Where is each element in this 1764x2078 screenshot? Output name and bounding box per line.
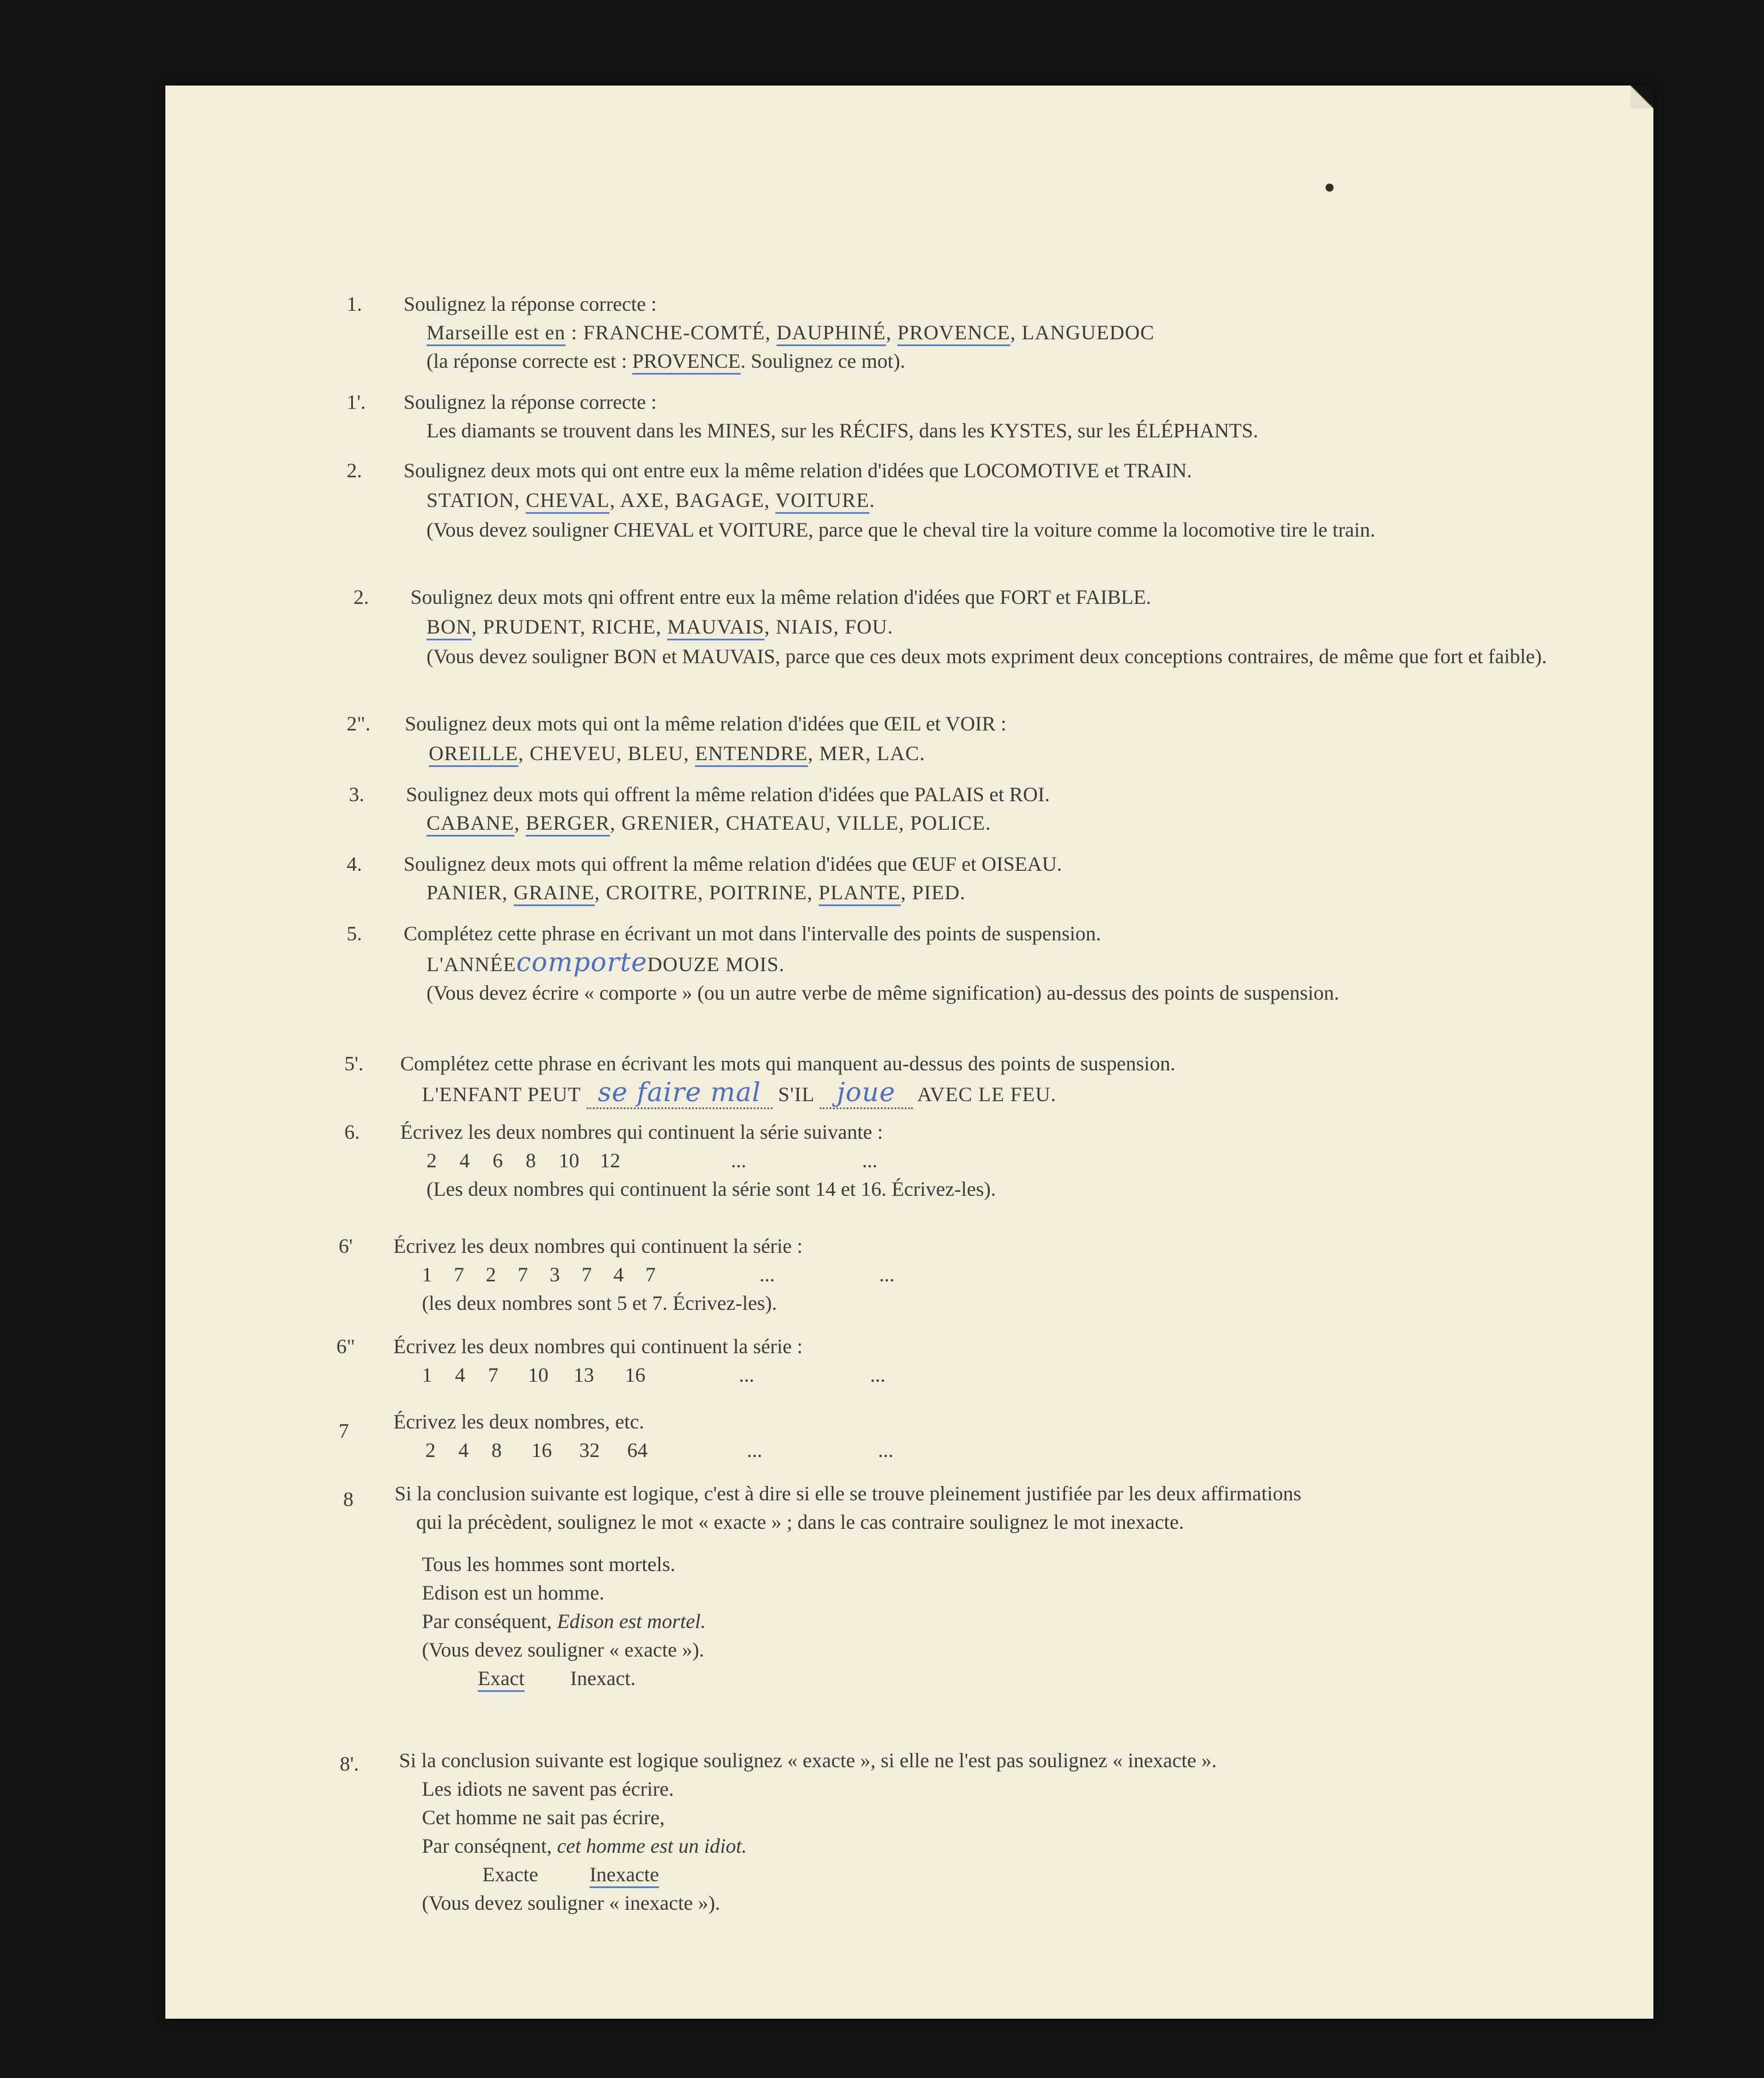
series-term: 8: [491, 1439, 502, 1462]
series-blank: ...: [878, 1439, 893, 1462]
question-number: 1.: [347, 293, 362, 315]
question-choices: OREILLE, CHEVEU, BLEU, ENTENDRE, MER, LAC.: [429, 739, 925, 768]
question-choices: BON, PRUDENT, RICHE, MAUVAIS, NIAIS, FOU.: [426, 612, 893, 641]
series-term: 7: [488, 1363, 498, 1386]
series-term: 13: [574, 1363, 594, 1386]
series-term: 7: [454, 1263, 464, 1286]
option-inexact: Inexact.: [570, 1667, 636, 1690]
question-choices: PANIER, GRAINE, CROITRE, POITRINE, PLANTE, PIED.: [426, 878, 966, 907]
question-instruction: Écrivez les deux nombres qui continuent la série suivante :: [400, 1121, 883, 1143]
question-note: (la réponse correcte est : PROVENCE. Soulignez ce mot).: [426, 347, 905, 375]
question-number: 6': [339, 1235, 353, 1257]
series-blank: ...: [747, 1439, 762, 1462]
series-term: 32: [579, 1439, 600, 1462]
series-term: 2: [425, 1439, 436, 1462]
question-instruction: Soulignez la réponse correcte :: [404, 391, 657, 413]
question-choices: Les diamants se trouvent dans les MINES, sur les RÉCIFS, dans les KYSTES, sur les ÉLÉPHANTS.: [426, 419, 1258, 442]
number-series: [422, 1361, 885, 1389]
answer-options: [482, 1860, 659, 1889]
paper-sheet: [165, 86, 1653, 2019]
series-term: 12: [600, 1149, 620, 1172]
number-series: [426, 1146, 877, 1175]
question-choices: STATION, CHEVAL, AXE, BAGAGE, VOITURE.: [426, 486, 875, 514]
question-instruction: Complétez cette phrase en écrivant les mots qui manquent au-dessus des points de suspension.: [400, 1052, 1176, 1075]
series-term: 3: [550, 1263, 560, 1286]
question-note: (les deux nombres sont 5 et 7. Écrivez-les).: [422, 1292, 777, 1314]
question-instruction: Complétez cette phrase en écrivant un mot dans l'intervalle des points de suspension.: [404, 922, 1102, 945]
option-exacte: Exacte: [482, 1863, 538, 1886]
question-number: 5.: [347, 922, 362, 945]
handwritten-answer: se faire mal: [587, 1077, 773, 1109]
series-term: 10: [559, 1149, 579, 1172]
answer-options: [478, 1664, 636, 1693]
series-blank: ...: [870, 1363, 885, 1386]
question-instruction-cont: qui la précèdent, soulignez le mot « exacte » ; dans le cas contraire soulignez le mot inexacte.: [416, 1511, 1184, 1533]
series-blank: ...: [759, 1263, 775, 1286]
question-note: (Vous devez souligner CHEVAL et VOITURE, parce que le cheval tire la voiture comme la locomotive tire le train.: [426, 518, 1376, 541]
question-instruction: Soulignez deux mots qui offrent la même relation d'idées que ŒUF et OISEAU.: [404, 853, 1062, 875]
series-term: 7: [518, 1263, 528, 1286]
question-instruction: Soulignez deux mots qui ont entre eux la même relation d'idées que LOCOMOTIVE et TRAIN.: [404, 459, 1192, 482]
series-term: 2: [426, 1149, 437, 1172]
question-choices: Marseille est en : FRANCHE-COMTÉ, DAUPHINÉ, PROVENCE, LANGUEDOC: [426, 318, 1155, 347]
series-blank: ...: [739, 1363, 754, 1386]
question-number: 7: [339, 1419, 349, 1442]
question-instruction: Écrivez les deux nombres qui continuent la série :: [393, 1335, 803, 1358]
question-number: 8'.: [340, 1752, 359, 1775]
question-instruction: Soulignez la réponse correcte :: [404, 293, 657, 315]
question-number: 4.: [347, 853, 362, 875]
premise: Edison est un homme.: [422, 1581, 604, 1604]
question-note: (Vous devez souligner « exacte »).: [422, 1638, 705, 1661]
series-blank: ...: [862, 1149, 877, 1172]
question-number: 2.: [347, 459, 362, 482]
question-number: 6": [336, 1335, 355, 1358]
series-term: 1: [422, 1363, 432, 1386]
series-term: 4: [613, 1263, 624, 1286]
series-term: 10: [528, 1363, 548, 1386]
handwritten-answer: comporte: [516, 947, 648, 977]
series-term: 4: [455, 1363, 465, 1386]
question-number: 6.: [344, 1121, 360, 1143]
conclusion: Par conséquent, Edison est mortel.: [422, 1610, 706, 1633]
series-term: 16: [531, 1439, 552, 1462]
series-blank: ...: [731, 1149, 746, 1172]
premise: Les idiots ne savent pas écrire.: [422, 1777, 674, 1800]
series-term: 7: [645, 1263, 656, 1286]
series-term: 1: [422, 1263, 432, 1286]
question-instruction: Soulignez deux mots qui offrent la même relation d'idées que PALAIS et ROI.: [406, 783, 1050, 806]
number-series: [425, 1436, 893, 1464]
question-number: 2".: [347, 712, 371, 735]
question-note: (Vous devez souligner « inexacte »).: [422, 1892, 721, 1914]
premise: Cet homme ne sait pas écrire,: [422, 1806, 665, 1829]
number-series: [422, 1260, 895, 1289]
conclusion: Par conséqnent, cet homme est un idiot.: [422, 1835, 747, 1857]
series-term: 6: [493, 1149, 503, 1172]
question-instruction: Soulignez deux mots qui ont la même relation d'idées que ŒIL et VOIR :: [405, 712, 1007, 735]
series-term: 2: [486, 1263, 496, 1286]
premise: Tous les hommes sont mortels.: [422, 1553, 676, 1576]
handwritten-answer: joue: [820, 1077, 913, 1109]
option-inexacte: Inexacte: [590, 1863, 659, 1888]
question-instruction: Si la conclusion suivante est logique, c'est à dire si elle se trouve pleinement justifiée par les deux affirmations: [395, 1482, 1302, 1505]
series-term: 7: [582, 1263, 592, 1286]
question-sentence: L'ANNÉEcomporteDOUZE MOIS.: [426, 947, 785, 977]
series-term: 8: [526, 1149, 536, 1172]
option-exact: Exact: [478, 1667, 525, 1692]
question-number: 1'.: [347, 391, 366, 413]
series-blank: ...: [879, 1263, 895, 1286]
question-number: 2.: [353, 586, 369, 608]
question-instruction: Écrivez les deux nombres, etc.: [393, 1410, 644, 1433]
series-term: 16: [625, 1363, 645, 1386]
series-term: 64: [627, 1439, 648, 1462]
question-number: 5'.: [344, 1052, 364, 1075]
question-note: (Vous devez souligner BON et MAUVAIS, parce que ces deux mots expriment deux conceptions contraires, de même que fort et faible).: [426, 645, 1547, 668]
question-sentence: L'ENFANT PEUT se faire mal S'IL joue AVEC LE FEU.: [422, 1078, 1056, 1109]
question-number: 3.: [349, 783, 364, 806]
series-term: 4: [458, 1439, 469, 1462]
question-instruction: Soulignez deux mots qni offrent entre eux la même relation d'idées que FORT et FAIBLE.: [410, 586, 1152, 608]
question-choices: CABANE, BERGER, GRENIER, CHATEAU, VILLE, POLICE.: [426, 809, 991, 837]
series-term: 4: [460, 1149, 470, 1172]
question-instruction: Écrivez les deux nombres qui continuent la série :: [393, 1235, 803, 1257]
question-instruction: Si la conclusion suivante est logique soulignez « exacte », si elle ne l'est pas soulignez « inexacte ».: [399, 1749, 1217, 1772]
question-number: 8: [343, 1488, 353, 1511]
question-note: (Vous devez écrire « comporte » (ou un autre verbe de même signification) au-dessus des points de suspension.: [426, 981, 1339, 1004]
question-note: (Les deux nombres qui continuent la série sont 14 et 16. Écrivez-les).: [426, 1178, 996, 1200]
questionnaire: [165, 86, 1653, 2019]
